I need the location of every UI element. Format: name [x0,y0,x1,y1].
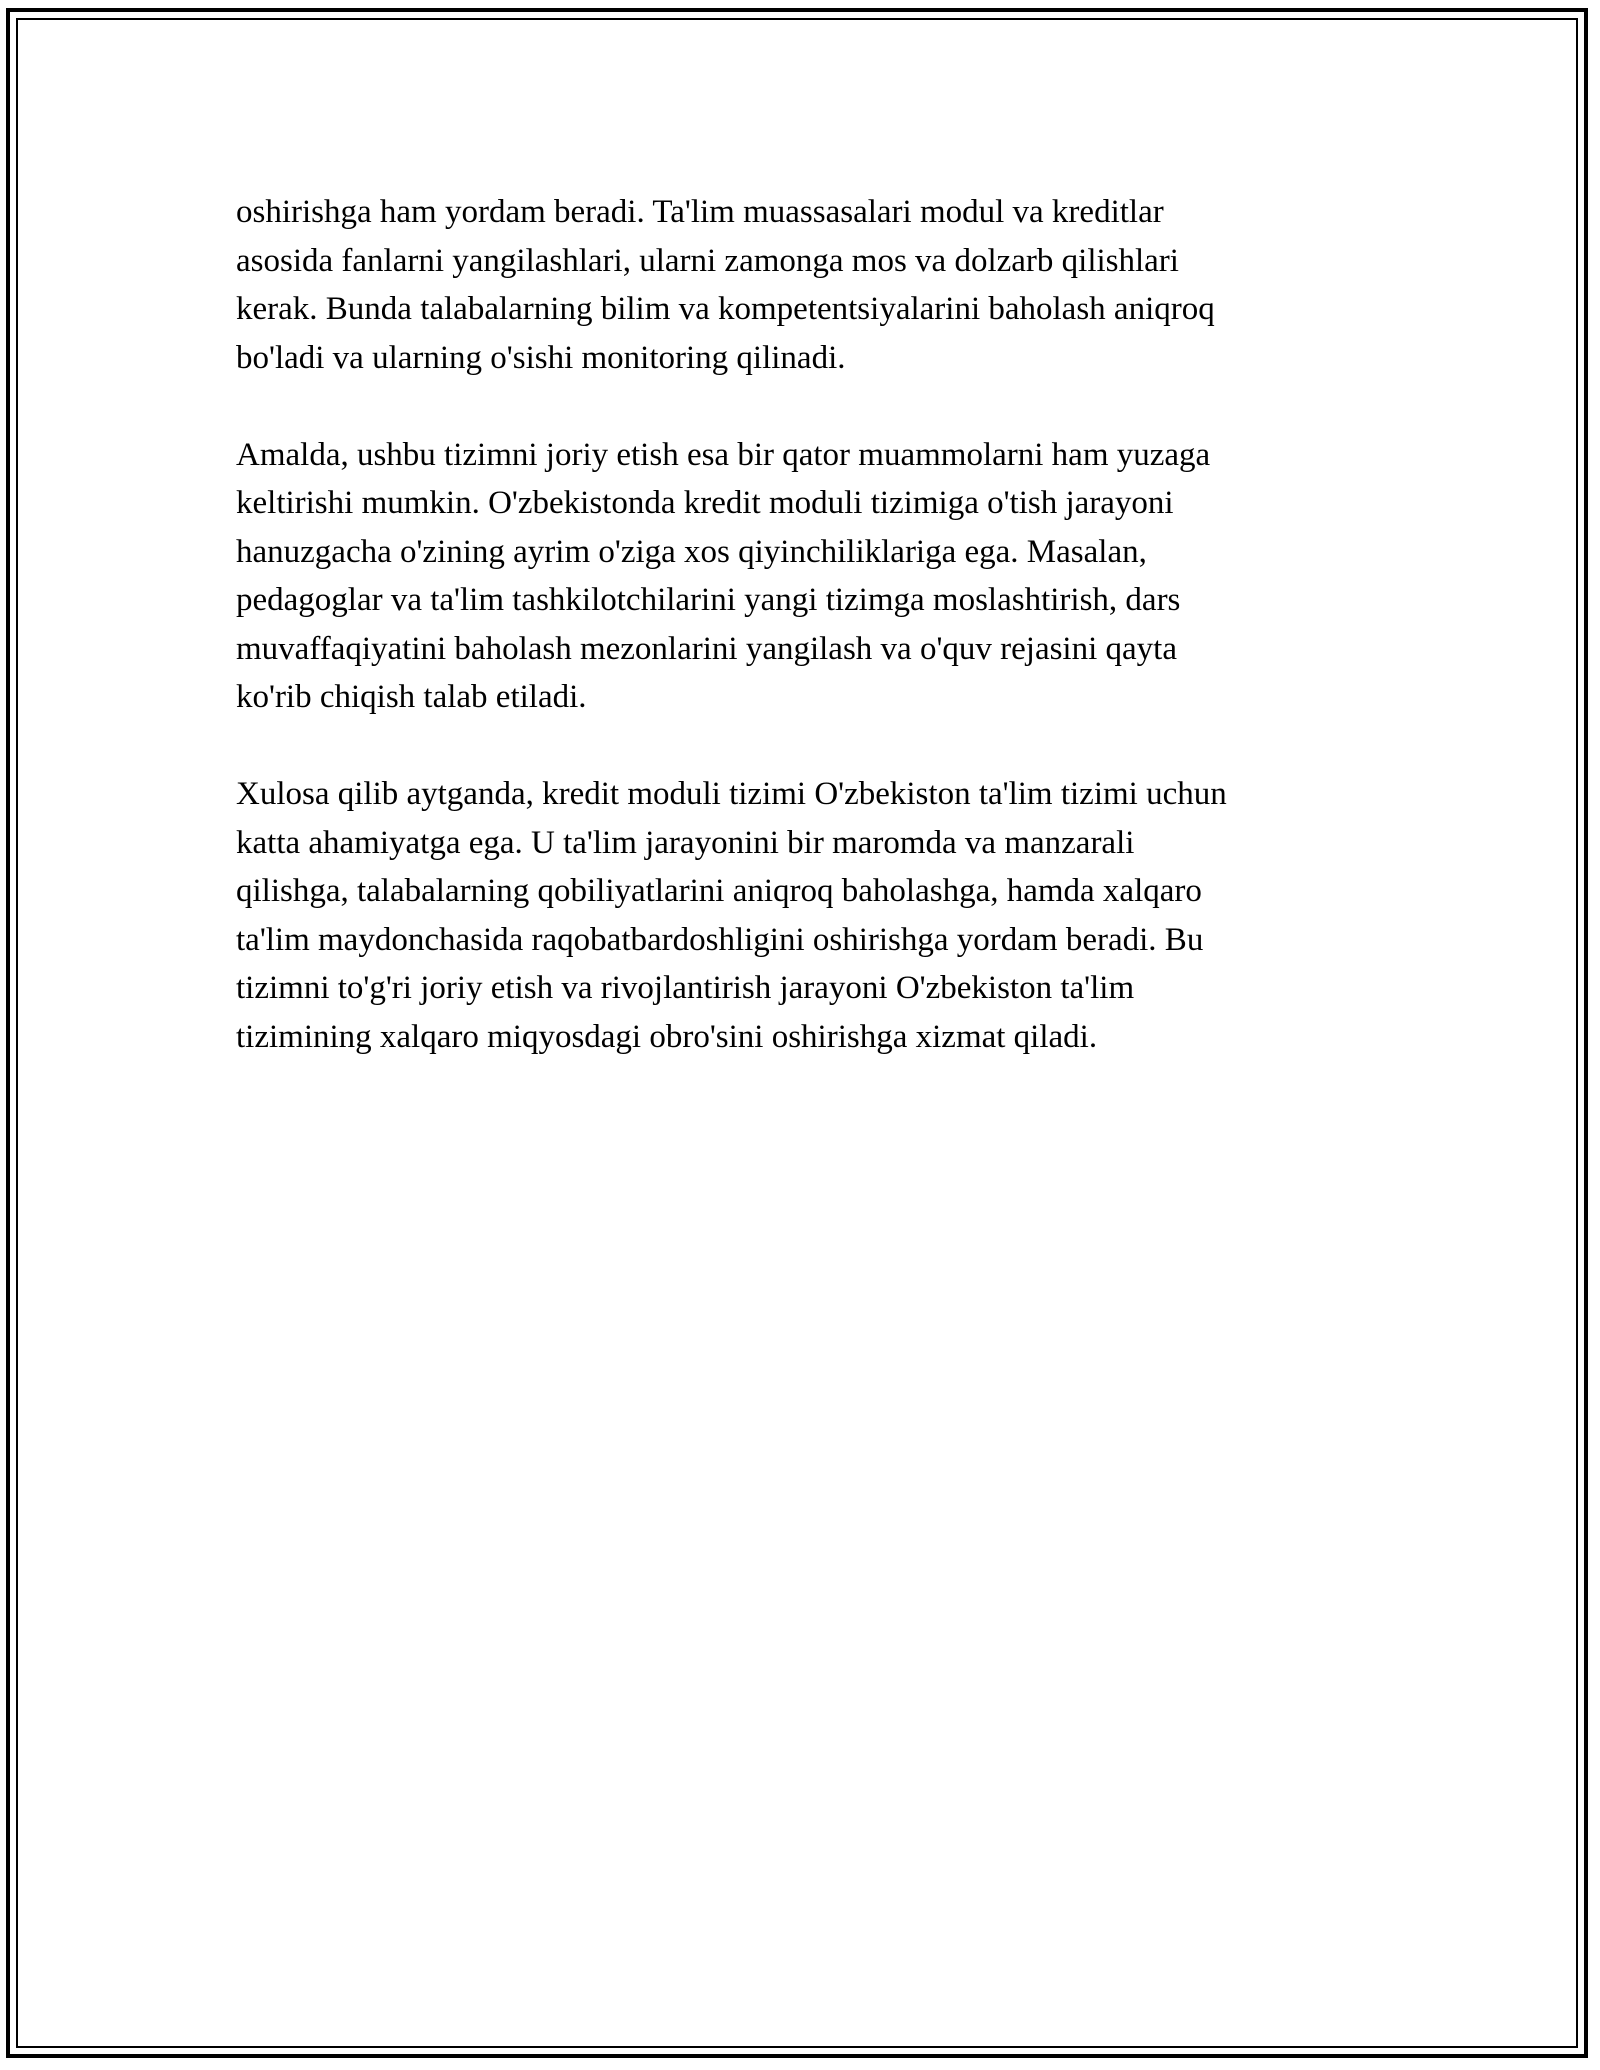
paragraph-3: Xulosa qilib aytganda, kredit moduli tizimi O'zbekiston ta'lim tizimi uchun katta ahamiyatga ega. U ta'lim jarayonini bir maromda va manzarali qilishga, talabalarning qobiliyatlarini aniqroq baholashga, hamda xalqaro ta'lim maydonchasida raqobatbardoshligini oshirishga yordam beradi. Bu tizimni to'g'ri joriy etish va rivojlantirish jarayoni O'zbekiston ta'lim tizimining xalqaro miqyosdagi obro'sini oshirishga xizmat qiladi. [236,776,1227,1055]
paragraph-1: oshirishga ham yordam beradi. Ta'lim muassasalari modul va kreditlar asosida fanlarni yangilashlari, ularni zamonga mos va dolzarb qilishlari kerak. Bunda talabalarning bilim va kompetentsiyalarini baholash aniqroq bo'ladi va ularning o'sishi monitoring qilinadi. [236,194,1215,376]
document-body [236,188,1356,1061]
paragraph-2: Amalda, ushbu tizimni joriy etish esa bir qator muammolarni ham yuzaga keltirishi mumkin. O'zbekistonda kredit moduli tizimiga o'tish jarayoni hanuzgacha o'zining ayrim o'ziga xos qiyinchiliklariga ega. Masalan, pedagoglar va ta'lim tashkilotchilarini yangi tizimga moslashtirish, dars muvaffaqiyatini baholash mezonlarini yangilash va o'quv rejasini qayta ko'rib chiqish talab etiladi. [236,436,1211,715]
